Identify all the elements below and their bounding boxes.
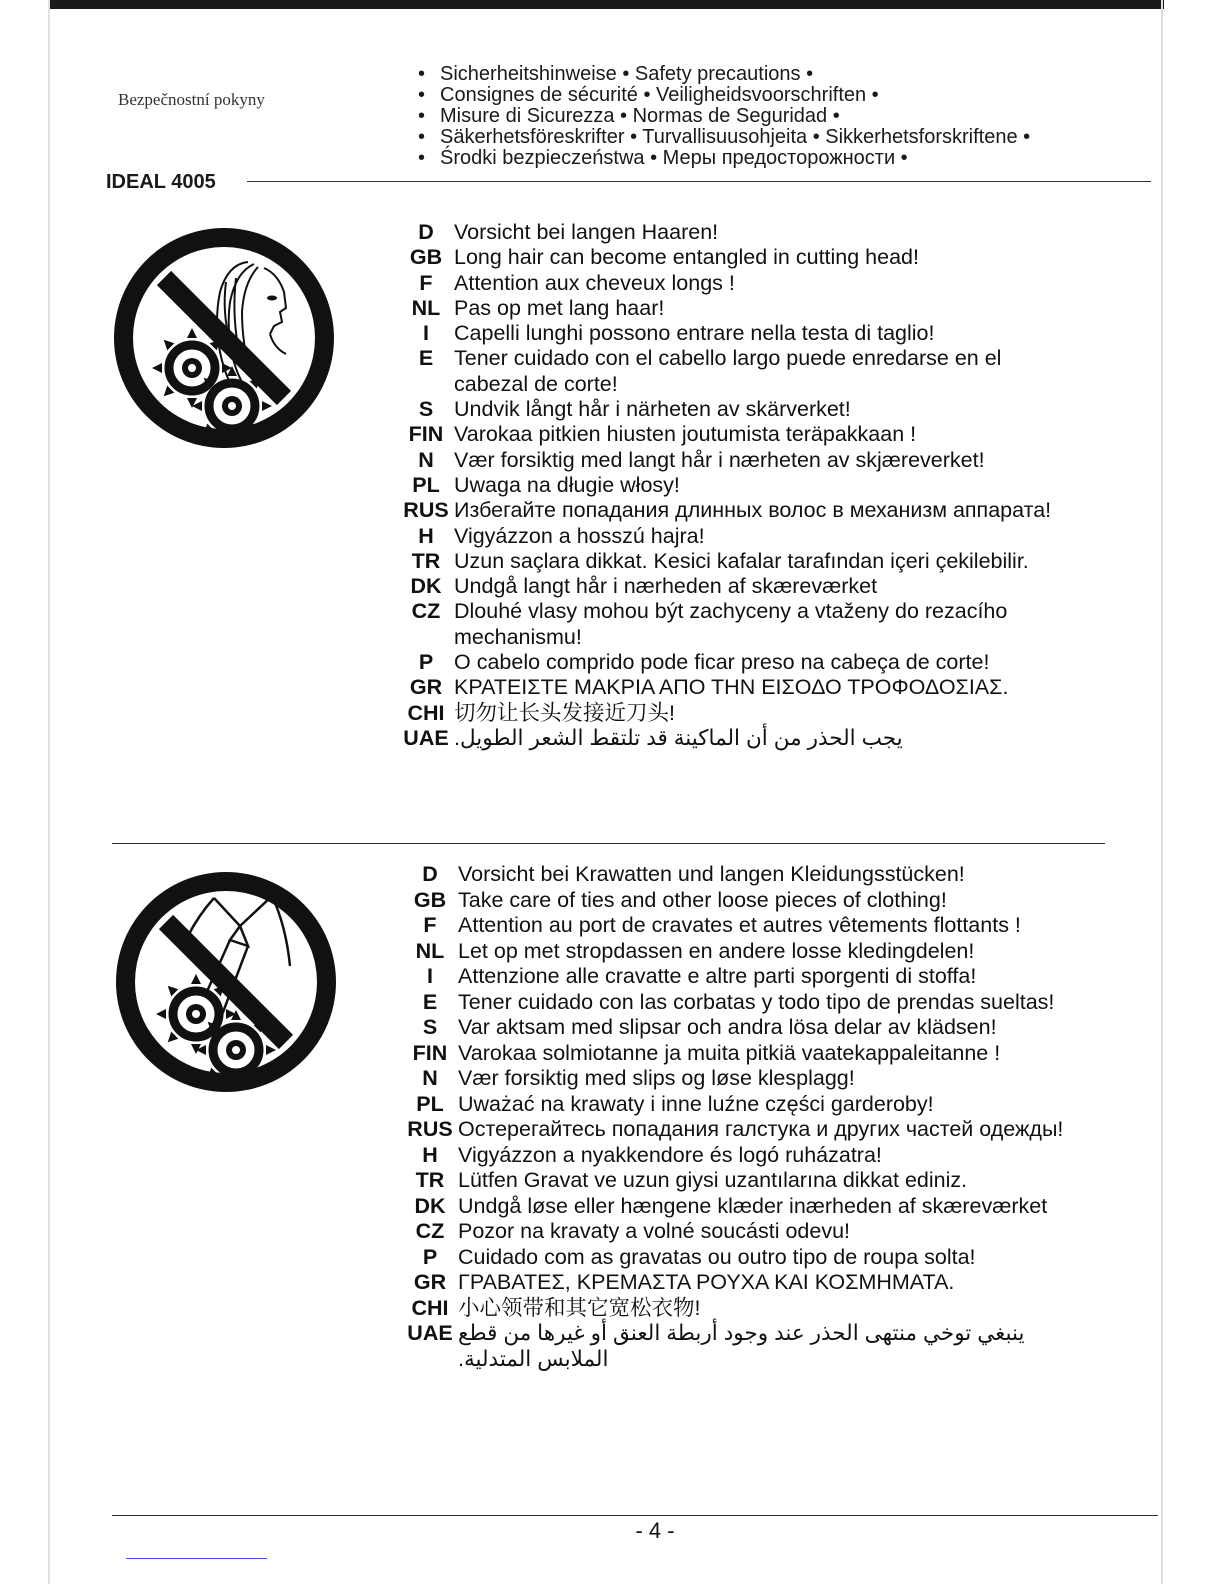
warning-item xyxy=(402,888,1082,914)
language-code: D xyxy=(422,862,438,886)
header-rule xyxy=(247,181,1151,182)
language-code: CZ xyxy=(411,599,441,624)
warning-item xyxy=(402,1321,1082,1372)
warning-item xyxy=(398,473,1078,498)
language-code: P xyxy=(418,650,434,675)
language-code: DK xyxy=(414,1193,446,1218)
language-code: F xyxy=(423,913,437,937)
warning-item xyxy=(398,599,1078,650)
safety-headings-list xyxy=(418,64,1030,169)
warning-item xyxy=(402,1015,1082,1041)
warning-text: يجب الحذر من أن الماكينة قد تلتقط الشعر الطويل. xyxy=(454,725,903,750)
warning-text: Varokaa pitkien hiusten joutumista teräpakkaan ! xyxy=(454,422,917,447)
language-code: UAE xyxy=(407,1321,453,1345)
warning-text: Var aktsam med slipsar och andra lösa delar av klädsen! xyxy=(458,1015,997,1039)
warning-text: Pas op met lang haar! xyxy=(454,295,665,320)
right-page-edge xyxy=(1161,0,1163,1584)
ties-clothing-warnings-list xyxy=(402,862,1082,1372)
language-code: E xyxy=(418,346,434,371)
warning-text: Vorsicht bei Krawatten und langen Kleidungsstücken! xyxy=(458,862,965,886)
warning-item xyxy=(398,271,1078,296)
warning-item xyxy=(402,1168,1082,1194)
warning-text: ينبغي توخي منتهى الحذر عند وجود أربطة العنق أو غيرها من قطع الملابس المتدلية. xyxy=(458,1321,1025,1371)
language-code: H xyxy=(418,523,434,548)
warning-text: Let op met stropdassen en andere losse kledingdelen! xyxy=(458,938,975,963)
language-code: CHI xyxy=(407,700,445,725)
warning-text: O cabelo comprido pode ficar preso na cabeça de corte! xyxy=(454,650,990,675)
warning-text: Vigyázzon a nyakkendore és logó ruházatra! xyxy=(458,1142,882,1167)
warning-text: Undgå løse eller hængene klæder inærheden af skæreværket xyxy=(458,1193,1048,1218)
warning-text: ΓΡΑΒΑΤΕΣ, ΚΡΕΜΑΣΤΑ ΡΟΥΧΑ ΚΑΙ ΚΟΣΜΗΜΑΤΑ. xyxy=(458,1270,955,1294)
warning-text: Избегайте попадания длинных волос в механизм аппарата! xyxy=(454,498,1052,523)
language-code: GB xyxy=(409,245,443,270)
warning-text: Undgå langt hår i nærheden af skæreværket xyxy=(454,574,878,599)
heading-line: • Misure di Sicurezza • Normas de Seguridad • xyxy=(418,106,1030,127)
warning-item xyxy=(398,346,1078,397)
language-code: CZ xyxy=(415,1219,445,1243)
warning-item xyxy=(398,296,1078,321)
heading-line: • Consignes de sécurité • Veiligheidsvoorschriften • xyxy=(418,85,1030,106)
language-code: CHI xyxy=(411,1295,449,1320)
language-code: FIN xyxy=(412,1040,448,1065)
language-code: PL xyxy=(416,1091,444,1116)
language-code: P xyxy=(422,1244,438,1269)
warning-item xyxy=(402,990,1082,1016)
model-name: IDEAL 4005 xyxy=(106,171,216,193)
warning-item xyxy=(402,1270,1082,1296)
language-code: GR xyxy=(409,675,443,700)
heading-line: • Säkerhetsföreskrifter • Turvallisuusohjeita • Sikkerhetsforskriftene • xyxy=(418,127,1030,148)
warning-text: ΚΡΑΤΕΙΣΤΕ ΜΑΚΡΙΑ ΑΠΟ ΤΗΝ ΕΙΣΟΔΟ ΤΡΟΦΟΔΟΣΙΑΣ. xyxy=(454,675,1009,700)
warning-text: Uzun saçlara dikkat. Kesici kafalar tarafından içeri çekilebilir. xyxy=(454,548,1029,573)
language-code: N xyxy=(418,447,434,472)
language-code: UAE xyxy=(403,725,449,750)
language-code: NL xyxy=(411,295,441,320)
heading-line: • Środki bezpieczeństwa • Меры предосторожности • xyxy=(418,148,1030,169)
warning-text: Capelli lunghi possono entrare nella testa di taglio! xyxy=(454,321,935,346)
warning-text: Attention aux cheveux longs ! xyxy=(454,270,735,295)
warning-item xyxy=(402,1143,1082,1169)
warning-item xyxy=(398,701,1078,726)
warning-item xyxy=(402,1296,1082,1322)
warning-item xyxy=(398,675,1078,700)
warning-text: Dlouhé vlasy mohou být zachyceny a vtaženy do rezacího mechanismu! xyxy=(454,599,1008,649)
warning-item xyxy=(398,549,1078,574)
language-code: H xyxy=(422,1142,438,1167)
warning-item xyxy=(398,397,1078,422)
no-long-hair-warning-icon xyxy=(108,222,340,454)
warning-text: Vigyázzon a hosszú hajra! xyxy=(454,523,705,548)
warning-text: Undvik långt hår i närheten av skärverket! xyxy=(454,397,851,422)
warning-item xyxy=(402,964,1082,990)
warning-item xyxy=(398,448,1078,473)
czech-title: Bezpečnostní pokyny xyxy=(118,90,265,109)
language-code: S xyxy=(422,1015,438,1039)
no-tie-warning-icon xyxy=(110,866,342,1098)
warning-text: Vær forsiktig med langt hår i nærheten av skjæreverket! xyxy=(454,447,985,472)
heading-line: • Sicherheitshinweise • Safety precautions • xyxy=(418,64,1030,85)
warning-text: Varokaa solmiotanne ja muita pitkiä vaatekappaleitanne ! xyxy=(458,1040,1001,1065)
warning-text: Tener cuidado con las corbatas y todo tipo de prendas sueltas! xyxy=(458,989,1055,1014)
warning-item xyxy=(402,1117,1082,1143)
warning-text: 小心领带和其它宽松衣物! xyxy=(458,1295,701,1320)
warning-text: Vær forsiktig med slips og løse klesplagg! xyxy=(458,1066,855,1090)
footer-link-underline xyxy=(126,1558,267,1559)
warning-text: Uważać na krawaty i inne luźne części garderoby! xyxy=(458,1091,934,1116)
language-code: D xyxy=(418,220,434,244)
warning-item xyxy=(402,1066,1082,1092)
language-code: E xyxy=(422,989,438,1014)
language-code: F xyxy=(419,270,433,295)
language-code: I xyxy=(427,964,433,988)
warning-item xyxy=(402,913,1082,939)
language-code: NL xyxy=(415,938,445,963)
warning-item xyxy=(398,220,1078,245)
language-code: S xyxy=(418,397,434,422)
warning-item xyxy=(398,422,1078,447)
language-code: TR xyxy=(411,548,441,573)
warning-text: Tener cuidado con el cabello largo puede enredarse en el cabezal de corte! xyxy=(454,346,1002,396)
language-code: RUS xyxy=(407,1117,453,1141)
warning-text: Take care of ties and other loose pieces of clothing! xyxy=(458,887,947,912)
language-code: DK xyxy=(410,574,442,599)
language-code: RUS xyxy=(403,498,449,523)
language-code: TR xyxy=(415,1168,445,1192)
language-code: FIN xyxy=(408,422,444,447)
warning-item xyxy=(402,1041,1082,1067)
section-divider xyxy=(112,843,1105,844)
warning-item xyxy=(402,1092,1082,1118)
warning-item xyxy=(398,524,1078,549)
warning-text: Long hair can become entangled in cutting head! xyxy=(454,245,919,270)
warning-item xyxy=(398,245,1078,270)
warning-item xyxy=(398,498,1078,523)
warning-item xyxy=(398,321,1078,346)
warning-item xyxy=(398,726,1078,751)
footer-rule xyxy=(112,1515,1158,1516)
language-code: PL xyxy=(412,472,440,497)
top-border-bar xyxy=(48,0,1164,9)
left-page-edge xyxy=(48,0,50,1584)
language-code: I xyxy=(423,321,429,346)
warning-text: Uwaga na długie włosy! xyxy=(454,472,680,497)
warning-item xyxy=(398,650,1078,675)
warning-item xyxy=(402,939,1082,965)
language-code: GB xyxy=(413,887,447,912)
warning-item xyxy=(398,574,1078,599)
warning-text: Attention au port de cravates et autres vêtements flottants ! xyxy=(458,913,1021,937)
warning-text: Cuidado com as gravatas ou outro tipo de roupa solta! xyxy=(458,1244,976,1269)
warning-item xyxy=(402,1219,1082,1245)
language-code: N xyxy=(422,1066,438,1090)
long-hair-warnings-list xyxy=(398,220,1078,751)
language-code: GR xyxy=(413,1270,447,1294)
warning-item xyxy=(402,1194,1082,1220)
warning-text: 切勿让长头发接近刀头! xyxy=(454,700,675,725)
warning-item xyxy=(402,1245,1082,1271)
warning-text: Lütfen Gravat ve uzun giysi uzantılarına dikkat ediniz. xyxy=(458,1168,968,1192)
warning-text: Vorsicht bei langen Haaren! xyxy=(454,220,719,244)
page-number: - 4 - xyxy=(635,1518,675,1543)
warning-text: Attenzione alle cravatte e altre parti sporgenti di stoffa! xyxy=(458,964,977,988)
warning-text: Остерегайтесь попадания галстука и других частей одежды! xyxy=(458,1117,1064,1141)
warning-text: Pozor na kravaty a volné soucásti odevu! xyxy=(458,1219,850,1243)
warning-item xyxy=(402,862,1082,888)
